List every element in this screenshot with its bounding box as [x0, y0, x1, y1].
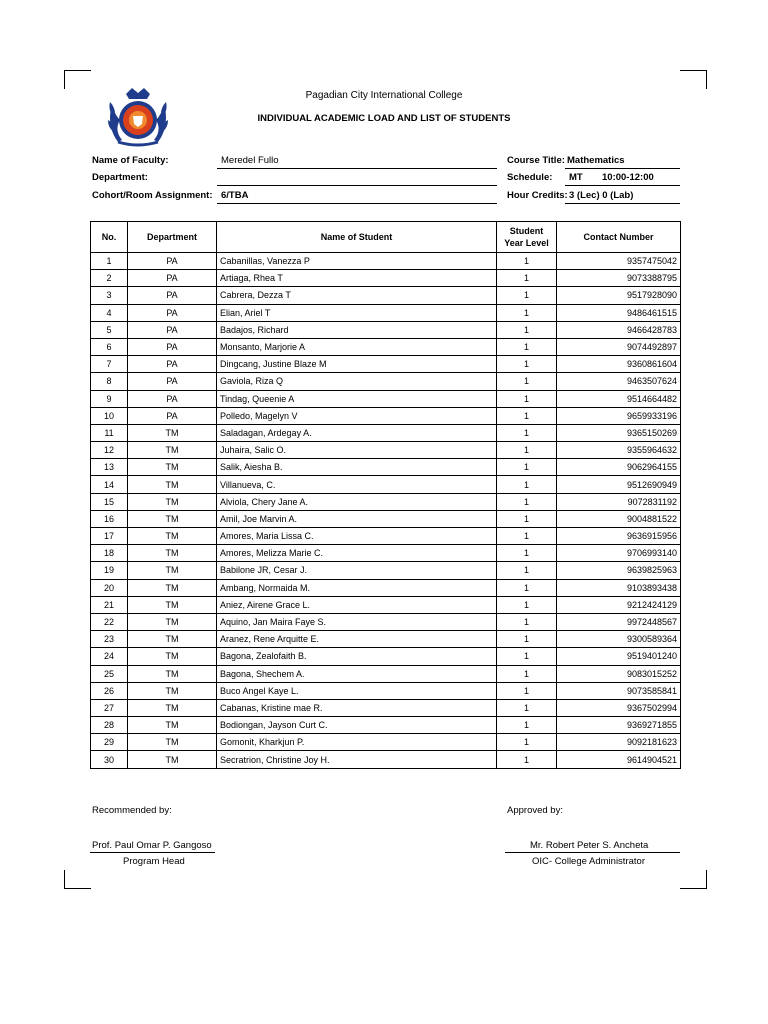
cell-department: PA: [128, 390, 217, 407]
cell-student-name: Amores, Maria Lissa C.: [217, 528, 497, 545]
faculty-name-label: Name of Faculty:: [92, 155, 169, 166]
cell-no: 16: [91, 510, 128, 527]
table-row: [91, 407, 681, 424]
cell-contact-number: 9614904521: [557, 751, 681, 768]
hour-credits-value: 3 (Lec) 0 (Lab): [569, 190, 634, 201]
header-contact-number: Contact Number: [557, 222, 681, 253]
cell-department: PA: [128, 287, 217, 304]
cell-department: TM: [128, 476, 217, 493]
table-row: [91, 476, 681, 493]
table-row: [91, 442, 681, 459]
cell-year-level: 1: [497, 270, 557, 287]
cell-student-name: Tindag, Queenie A: [217, 390, 497, 407]
table-row: [91, 682, 681, 699]
cell-contact-number: 9466428783: [557, 321, 681, 338]
cell-department: TM: [128, 442, 217, 459]
cell-student-name: Juhaira, Salic O.: [217, 442, 497, 459]
crop-mark-top-left: [64, 70, 91, 89]
cohort-label: Cohort/Room Assignment:: [92, 190, 213, 201]
cell-no: 24: [91, 648, 128, 665]
cell-student-name: Cabanas, Kristine mae R.: [217, 699, 497, 716]
table-row: [91, 493, 681, 510]
cell-contact-number: 9512690949: [557, 476, 681, 493]
cell-student-name: Bagona, Zealofaith B.: [217, 648, 497, 665]
hour-credits-label: Hour Credits:: [507, 190, 568, 201]
cell-student-name: Gaviola, Riza Q: [217, 373, 497, 390]
cell-year-level: 1: [497, 424, 557, 441]
table-row: [91, 631, 681, 648]
cell-contact-number: 9706993140: [557, 545, 681, 562]
cell-no: 9: [91, 390, 128, 407]
cell-student-name: Alviola, Chery Jane A.: [217, 493, 497, 510]
approved-signature-line: [505, 852, 680, 853]
table-row: [91, 751, 681, 768]
cell-contact-number: 9072831192: [557, 493, 681, 510]
cell-contact-number: 9517928090: [557, 287, 681, 304]
table-body: [91, 253, 681, 769]
cell-no: 17: [91, 528, 128, 545]
cell-contact-number: 9103893438: [557, 579, 681, 596]
department-label: Department:: [92, 172, 148, 183]
cell-year-level: 1: [497, 717, 557, 734]
cell-student-name: Cabanillas, Vanezza P: [217, 253, 497, 270]
recommended-by-label: Recommended by:: [92, 805, 172, 816]
cell-year-level: 1: [497, 545, 557, 562]
cell-department: PA: [128, 356, 217, 373]
cell-no: 2: [91, 270, 128, 287]
cell-department: TM: [128, 665, 217, 682]
cell-department: TM: [128, 631, 217, 648]
cell-contact-number: 9514664482: [557, 390, 681, 407]
cell-contact-number: 9092181623: [557, 734, 681, 751]
cell-no: 1: [91, 253, 128, 270]
cell-student-name: Buco Angel Kaye L.: [217, 682, 497, 699]
faculty-name-underline: [217, 168, 497, 169]
cell-no: 28: [91, 717, 128, 734]
header-student-name: Name of Student: [217, 222, 497, 253]
cell-year-level: 1: [497, 631, 557, 648]
cell-no: 14: [91, 476, 128, 493]
cell-year-level: 1: [497, 459, 557, 476]
table-row: [91, 459, 681, 476]
cell-no: 15: [91, 493, 128, 510]
cell-department: PA: [128, 253, 217, 270]
table-header-row: [91, 222, 681, 253]
cell-contact-number: 9369271855: [557, 717, 681, 734]
cell-student-name: Ambang, Normaida M.: [217, 579, 497, 596]
cell-no: 18: [91, 545, 128, 562]
cell-student-name: Babilone JR, Cesar J.: [217, 562, 497, 579]
cell-no: 19: [91, 562, 128, 579]
cell-student-name: Elian, Ariel T: [217, 304, 497, 321]
cell-contact-number: 9659933196: [557, 407, 681, 424]
table-row: [91, 528, 681, 545]
cell-student-name: Bagona, Shechem A.: [217, 665, 497, 682]
table-row: [91, 338, 681, 355]
table-row: [91, 373, 681, 390]
cell-contact-number: 9357475042: [557, 253, 681, 270]
cell-department: TM: [128, 699, 217, 716]
cell-year-level: 1: [497, 442, 557, 459]
table-row: [91, 596, 681, 613]
cell-department: TM: [128, 717, 217, 734]
cell-year-level: 1: [497, 751, 557, 768]
cell-no: 7: [91, 356, 128, 373]
header-no: No.: [91, 222, 128, 253]
document-title: INDIVIDUAL ACADEMIC LOAD AND LIST OF STUDENTS: [257, 113, 511, 124]
schedule-time: 10:00-12:00: [602, 172, 654, 183]
cell-department: PA: [128, 270, 217, 287]
table-row: [91, 734, 681, 751]
cell-department: TM: [128, 579, 217, 596]
cell-no: 25: [91, 665, 128, 682]
approved-by-name: Mr. Robert Peter S. Ancheta: [530, 840, 649, 851]
table-row: [91, 699, 681, 716]
cell-student-name: Amores, Melizza Marie C.: [217, 545, 497, 562]
faculty-name-value: Meredel Fullo: [221, 155, 279, 166]
cell-no: 13: [91, 459, 128, 476]
cell-student-name: Badajos, Richard: [217, 321, 497, 338]
cell-year-level: 1: [497, 699, 557, 716]
course-title-value: Mathematics: [567, 155, 625, 166]
cell-contact-number: 9972448567: [557, 613, 681, 630]
cell-contact-number: 9073388795: [557, 270, 681, 287]
cell-department: PA: [128, 304, 217, 321]
recommended-by-name: Prof. Paul Omar P. Gangoso: [92, 840, 212, 851]
cell-year-level: 1: [497, 648, 557, 665]
course-title-label: Course Title:: [507, 155, 565, 166]
cell-contact-number: 9463507624: [557, 373, 681, 390]
cell-contact-number: 9360861604: [557, 356, 681, 373]
cell-department: TM: [128, 424, 217, 441]
cell-contact-number: 9365150269: [557, 424, 681, 441]
cell-no: 23: [91, 631, 128, 648]
table-row: [91, 270, 681, 287]
cell-department: TM: [128, 459, 217, 476]
department-underline: [217, 185, 497, 186]
cell-student-name: Dingcang, Justine Blaze M: [217, 356, 497, 373]
cell-no: 10: [91, 407, 128, 424]
table-row: [91, 613, 681, 630]
cell-year-level: 1: [497, 287, 557, 304]
cell-year-level: 1: [497, 373, 557, 390]
cell-student-name: Gomonit, Kharkjun P.: [217, 734, 497, 751]
header-year-line2: Year Level: [504, 238, 549, 248]
cell-student-name: Villanueva, C.: [217, 476, 497, 493]
hour-credits-underline: [565, 203, 680, 204]
header-department: Department: [128, 222, 217, 253]
table-row: [91, 562, 681, 579]
cell-student-name: Saladagan, Ardegay A.: [217, 424, 497, 441]
cell-department: TM: [128, 682, 217, 699]
cell-student-name: Aquino, Jan Maira Faye S.: [217, 613, 497, 630]
cell-student-name: Aranez, Rene Arquitte E.: [217, 631, 497, 648]
cell-no: 20: [91, 579, 128, 596]
table-row: [91, 390, 681, 407]
table-row: [91, 717, 681, 734]
table-row: [91, 545, 681, 562]
cell-student-name: Secratrion, Christine Joy H.: [217, 751, 497, 768]
schedule-underline: [565, 185, 680, 186]
cell-student-name: Amil, Joe Marvin A.: [217, 510, 497, 527]
recommended-by-title: Program Head: [123, 856, 185, 867]
cell-department: TM: [128, 648, 217, 665]
cell-no: 3: [91, 287, 128, 304]
cell-student-name: Bodiongan, Jayson Curt C.: [217, 717, 497, 734]
schedule-label: Schedule:: [507, 172, 553, 183]
cell-no: 6: [91, 338, 128, 355]
table-row: [91, 648, 681, 665]
cell-year-level: 1: [497, 304, 557, 321]
cell-department: TM: [128, 510, 217, 527]
cell-year-level: 1: [497, 390, 557, 407]
cell-year-level: 1: [497, 476, 557, 493]
cell-contact-number: 9083015252: [557, 665, 681, 682]
table-row: [91, 579, 681, 596]
cell-contact-number: 9367502994: [557, 699, 681, 716]
cell-department: TM: [128, 751, 217, 768]
cell-contact-number: 9639825963: [557, 562, 681, 579]
cell-year-level: 1: [497, 338, 557, 355]
cell-no: 22: [91, 613, 128, 630]
cohort-underline: [217, 203, 497, 204]
cell-year-level: 1: [497, 613, 557, 630]
cell-contact-number: 9073585841: [557, 682, 681, 699]
cell-student-name: Artiaga, Rhea T: [217, 270, 497, 287]
table-row: [91, 424, 681, 441]
cell-no: 29: [91, 734, 128, 751]
cell-no: 27: [91, 699, 128, 716]
cell-no: 30: [91, 751, 128, 768]
cell-student-name: Monsanto, Marjorie A: [217, 338, 497, 355]
cell-department: TM: [128, 528, 217, 545]
cell-no: 4: [91, 304, 128, 321]
cell-student-name: Cabrera, Dezza T: [217, 287, 497, 304]
cell-department: TM: [128, 562, 217, 579]
cell-contact-number: 9062964155: [557, 459, 681, 476]
table-row: [91, 287, 681, 304]
table-row: [91, 304, 681, 321]
table-row: [91, 253, 681, 270]
cell-contact-number: 9486461515: [557, 304, 681, 321]
cell-year-level: 1: [497, 579, 557, 596]
cell-contact-number: 9300589364: [557, 631, 681, 648]
cell-year-level: 1: [497, 596, 557, 613]
cell-no: 12: [91, 442, 128, 459]
crop-mark-bottom-left: [64, 870, 91, 889]
cell-no: 26: [91, 682, 128, 699]
cell-department: TM: [128, 493, 217, 510]
cell-no: 21: [91, 596, 128, 613]
cell-department: PA: [128, 373, 217, 390]
cell-department: TM: [128, 596, 217, 613]
cell-student-name: Polledo, Magelyn V: [217, 407, 497, 424]
cell-year-level: 1: [497, 321, 557, 338]
cell-student-name: Salik, Aiesha B.: [217, 459, 497, 476]
cell-contact-number: 9519401240: [557, 648, 681, 665]
header-year-line1: Student: [509, 226, 544, 236]
cell-year-level: 1: [497, 562, 557, 579]
cell-department: PA: [128, 321, 217, 338]
cell-contact-number: 9074492897: [557, 338, 681, 355]
crop-mark-top-right: [680, 70, 707, 89]
table-row: [91, 665, 681, 682]
cell-year-level: 1: [497, 734, 557, 751]
crop-mark-bottom-right: [680, 870, 707, 889]
cell-year-level: 1: [497, 682, 557, 699]
college-name: Pagadian City International College: [305, 90, 463, 101]
approved-by-label: Approved by:: [507, 805, 563, 816]
cell-year-level: 1: [497, 528, 557, 545]
cell-department: TM: [128, 545, 217, 562]
cell-no: 5: [91, 321, 128, 338]
cell-department: PA: [128, 407, 217, 424]
cell-contact-number: 9004881522: [557, 510, 681, 527]
cell-department: PA: [128, 338, 217, 355]
cell-contact-number: 9355964632: [557, 442, 681, 459]
cell-department: TM: [128, 734, 217, 751]
cell-contact-number: 9212424129: [557, 596, 681, 613]
cell-student-name: Aniez, Airene Grace L.: [217, 596, 497, 613]
schedule-days: MT: [569, 172, 583, 183]
cell-department: TM: [128, 613, 217, 630]
table-row: [91, 356, 681, 373]
header-year-level: [497, 222, 557, 253]
cell-year-level: 1: [497, 493, 557, 510]
student-list-table: [90, 221, 681, 769]
table-row: [91, 321, 681, 338]
cell-year-level: 1: [497, 356, 557, 373]
cell-year-level: 1: [497, 253, 557, 270]
cell-no: 11: [91, 424, 128, 441]
course-title-underline: [565, 168, 680, 169]
approved-by-title: OIC- College Administrator: [532, 856, 645, 867]
cell-year-level: 1: [497, 407, 557, 424]
recommended-signature-line: [90, 852, 215, 853]
cell-contact-number: 9636915956: [557, 528, 681, 545]
table-row: [91, 510, 681, 527]
cell-no: 8: [91, 373, 128, 390]
cohort-value: 6/TBA: [221, 190, 249, 201]
cell-year-level: 1: [497, 665, 557, 682]
cell-year-level: 1: [497, 510, 557, 527]
